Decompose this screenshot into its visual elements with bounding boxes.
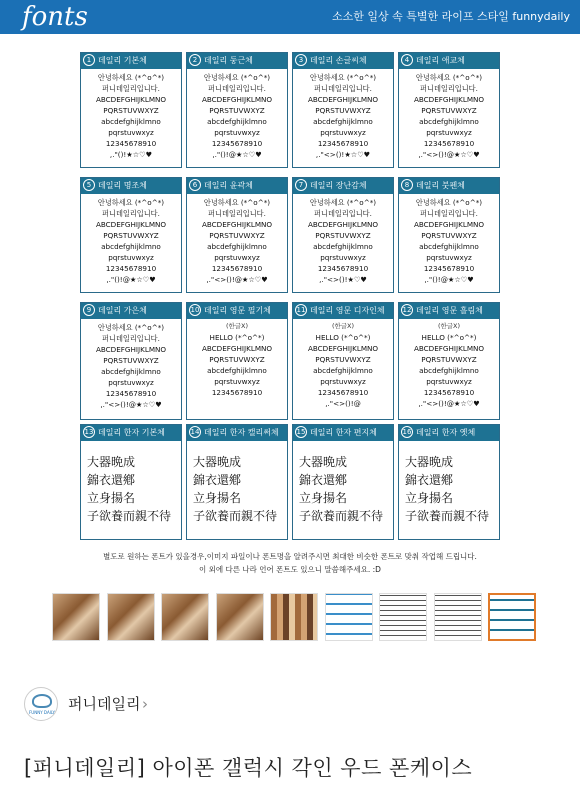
font-sample-line: (한글X) xyxy=(437,322,461,330)
font-sample-line: 안녕하세요 (*^o^*) xyxy=(97,73,165,82)
font-sample-line: 퍼니데일리입니다. xyxy=(208,209,266,218)
font-sample-line: 立身揚名 xyxy=(193,491,242,505)
font-card-number: 4 xyxy=(401,54,413,66)
font-card-number: 6 xyxy=(189,179,201,191)
font-card-10 xyxy=(186,302,288,420)
font-card-14 xyxy=(186,424,288,540)
font-card-number: 3 xyxy=(295,54,307,66)
font-card-9 xyxy=(80,302,182,420)
font-card-name: 데일리 붓펜체 xyxy=(416,181,465,190)
product-thumbnail-5[interactable] xyxy=(270,593,318,641)
font-sample-line: pqrstuvwxyz xyxy=(108,253,154,262)
font-card-number: 9 xyxy=(83,304,95,316)
font-sample-line: 안녕하세요 (*^o^*) xyxy=(309,73,377,82)
chevron-right-icon[interactable]: › xyxy=(142,695,148,713)
font-sample-line: abcdefghijklmno xyxy=(313,117,373,126)
font-card-header xyxy=(293,178,393,194)
font-sample-line: 안녕하세요 (*^o^*) xyxy=(415,198,483,207)
font-sample-line: ,."<>()!@★☆♡♥ xyxy=(206,275,268,284)
font-sample-line: ,."<>()!@ xyxy=(325,399,361,408)
font-sample-line: pqrstuvwxyz xyxy=(426,128,472,137)
font-sample-line: ABCDEFGHIJKLMNO xyxy=(201,95,273,104)
font-card-header xyxy=(187,178,287,194)
font-card-8 xyxy=(398,177,500,293)
seller-avatar[interactable] xyxy=(24,687,58,721)
font-sample-line: 大器晩成 xyxy=(405,455,454,469)
font-sample-line: pqrstuvwxyz xyxy=(320,253,366,262)
font-sample-line: 안녕하세요 (*^o^*) xyxy=(309,198,377,207)
font-sample-line: PQRSTUVWXYZ xyxy=(209,106,265,115)
font-sample-line: ,."<>()!@★☆♡♥ xyxy=(418,150,480,159)
product-thumbnail-2[interactable] xyxy=(107,593,155,641)
font-sample-line: 안녕하세요 (*^o^*) xyxy=(203,198,271,207)
font-card-name: 데일리 한자 옛체 xyxy=(416,428,476,437)
font-card-15 xyxy=(292,424,394,540)
font-card-name: 데일리 영문 필기체 xyxy=(204,306,271,315)
font-sample-line: 子欲養而親不待 xyxy=(193,509,278,523)
font-sample-line: HELLO (*^o^*) xyxy=(209,333,265,342)
font-sample-line: pqrstuvwxyz xyxy=(108,128,154,137)
font-sample-line: 퍼니데일리입니다. xyxy=(102,84,160,93)
font-sample-line: PQRSTUVWXYZ xyxy=(315,231,371,240)
font-card-number: 8 xyxy=(401,179,413,191)
font-sample-line: 子欲養而親不待 xyxy=(405,509,490,523)
font-sample-line: 12345678910 xyxy=(317,388,369,397)
font-card-header xyxy=(187,53,287,69)
font-card-header xyxy=(187,425,287,441)
product-thumbnail-3[interactable] xyxy=(161,593,209,641)
font-sample-line: 大器晩成 xyxy=(193,455,242,469)
font-sample-line: 12345678910 xyxy=(211,388,263,397)
font-card-sample xyxy=(293,69,393,163)
font-sample-line: PQRSTUVWXYZ xyxy=(315,106,371,115)
font-card-number: 12 xyxy=(402,306,412,314)
font-card-number: 2 xyxy=(189,54,201,66)
font-card-sample xyxy=(81,441,181,537)
font-sample-line: 錦衣還鄕 xyxy=(405,473,454,487)
font-card-sample xyxy=(187,194,287,288)
font-sample-line: 12345678910 xyxy=(423,388,475,397)
font-sample-line: (한글X) xyxy=(331,322,355,330)
font-card-name: 데일리 한자 편지체 xyxy=(310,428,377,437)
font-sample-line: 大器晩成 xyxy=(299,455,348,469)
font-sample-line: 12345678910 xyxy=(423,139,475,148)
font-sample-line: 12345678910 xyxy=(211,139,263,148)
avatar-logo-icon xyxy=(32,694,52,708)
brand-tagline: 소소한 일상 속 특별한 라이프 스타일 funnydaily xyxy=(331,10,570,23)
font-card-1 xyxy=(80,52,182,168)
font-sample-line: 퍼니데일리입니다. xyxy=(208,84,266,93)
seller-name[interactable]: 퍼니데일리 xyxy=(68,695,141,713)
font-sample-line: 12345678910 xyxy=(211,264,263,273)
font-sample-line: 錦衣還鄕 xyxy=(87,473,136,487)
font-sample-line: abcdefghijklmno xyxy=(101,367,161,376)
font-sample-line: ,."()!@★☆♡♥ xyxy=(424,275,474,284)
font-card-name: 데일리 명조체 xyxy=(98,181,147,190)
font-card-name: 데일리 애교체 xyxy=(416,56,465,65)
avatar-text: FUNNY DAILY xyxy=(29,710,55,715)
font-sample-line: 안녕하세요 (*^o^*) xyxy=(415,73,483,82)
font-sample-line: ABCDEFGHIJKLMNO xyxy=(201,344,273,353)
font-sample-line: ABCDEFGHIJKLMNO xyxy=(307,344,379,353)
product-thumbnail-4[interactable] xyxy=(216,593,264,641)
font-card-number: 13 xyxy=(84,428,94,436)
font-sample-line: 퍼니데일리입니다. xyxy=(420,84,478,93)
font-card-13 xyxy=(80,424,182,540)
font-sample-line: pqrstuvwxyz xyxy=(320,128,366,137)
thumbnail-strip xyxy=(52,593,542,641)
font-card-name: 데일리 영문 디자인체 xyxy=(310,306,385,315)
font-card-12 xyxy=(398,302,500,420)
font-sample-line: 錦衣還鄕 xyxy=(299,473,348,487)
font-sample-line: pqrstuvwxyz xyxy=(320,377,366,386)
font-card-header xyxy=(187,303,287,319)
font-sample-line: 立身揚名 xyxy=(87,491,136,505)
font-card-number: 14 xyxy=(190,428,200,436)
font-card-header xyxy=(399,178,499,194)
font-sample-line: ABCDEFGHIJKLMNO xyxy=(413,95,485,104)
font-card-sample xyxy=(293,319,393,412)
font-card-header xyxy=(81,178,181,194)
font-card-header xyxy=(399,303,499,319)
font-sample-line: ABCDEFGHIJKLMNO xyxy=(413,220,485,229)
product-thumbnail-6[interactable] xyxy=(325,593,373,641)
font-card-number: 5 xyxy=(83,179,95,191)
font-card-16 xyxy=(398,424,500,540)
font-sample-line: pqrstuvwxyz xyxy=(426,253,472,262)
font-card-number: 7 xyxy=(295,179,307,191)
font-card-header xyxy=(81,425,181,441)
font-sample-line: abcdefghijklmno xyxy=(419,366,479,375)
font-card-11 xyxy=(292,302,394,420)
product-thumbnail-1[interactable] xyxy=(52,593,100,641)
font-sample-line: ABCDEFGHIJKLMNO xyxy=(95,95,167,104)
font-sample-line: 퍼니데일리입니다. xyxy=(314,209,372,218)
font-sample-line: PQRSTUVWXYZ xyxy=(103,106,159,115)
notice-line-2: 이 외에 다른 나라 언어 폰트도 있으니 말씀해주세요. :D xyxy=(199,565,381,574)
font-sample-line: 안녕하세요 (*^o^*) xyxy=(97,198,165,207)
font-card-number: 11 xyxy=(296,306,306,314)
font-sample-line: ,."<>()!@★☆♡♥ xyxy=(418,399,480,408)
font-card-header xyxy=(81,53,181,69)
font-card-name: 데일리 영문 흘림체 xyxy=(416,306,483,315)
product-title: [퍼니데일리] 아이폰 갤럭시 각인 우드 폰케이스 xyxy=(24,756,473,780)
font-card-3 xyxy=(292,52,394,168)
font-sample-line: 12345678910 xyxy=(105,389,157,398)
brand-banner xyxy=(0,0,580,34)
font-sample-line: PQRSTUVWXYZ xyxy=(209,231,265,240)
font-sample-line: 12345678910 xyxy=(423,264,475,273)
font-sample-line: ABCDEFGHIJKLMNO xyxy=(413,344,485,353)
font-sample-line: abcdefghijklmno xyxy=(419,117,479,126)
font-sample-line: PQRSTUVWXYZ xyxy=(209,355,265,364)
font-card-header xyxy=(293,53,393,69)
font-card-sample xyxy=(293,194,393,288)
font-sample-line: ,."<>()!★☆♡♥ xyxy=(315,150,371,159)
font-sample-line: PQRSTUVWXYZ xyxy=(103,231,159,240)
font-sample-line: 안녕하세요 (*^o^*) xyxy=(203,73,271,82)
font-sample-line: 立身揚名 xyxy=(405,491,454,505)
font-card-sample xyxy=(81,319,181,413)
font-sample-line: 立身揚名 xyxy=(299,491,348,505)
font-sample-line: pqrstuvwxyz xyxy=(214,128,260,137)
font-sample-line: 錦衣還鄕 xyxy=(193,473,242,487)
font-card-header xyxy=(293,303,393,319)
font-sample-line: abcdefghijklmno xyxy=(101,242,161,251)
font-sample-line: (한글X) xyxy=(225,322,249,330)
font-sample-line: ABCDEFGHIJKLMNO xyxy=(307,220,379,229)
font-sample-line: HELLO (*^o^*) xyxy=(421,333,477,342)
font-sample-line: ABCDEFGHIJKLMNO xyxy=(307,95,379,104)
font-sample-line: PQRSTUVWXYZ xyxy=(103,356,159,365)
font-card-sample xyxy=(81,69,181,163)
font-notice xyxy=(0,550,580,576)
font-card-sample xyxy=(399,319,499,412)
font-sample-line: ,."()!@★☆♡♥ xyxy=(212,150,262,159)
font-sample-line: 12345678910 xyxy=(317,139,369,148)
font-sample-line: 12345678910 xyxy=(105,264,157,273)
font-sample-line: 子欲養而親不待 xyxy=(299,509,384,523)
font-sample-line: HELLO (*^o^*) xyxy=(315,333,371,342)
font-card-number: 15 xyxy=(296,428,306,436)
font-card-sample xyxy=(399,69,499,163)
font-card-sample xyxy=(187,441,287,537)
brand-logo: fonts xyxy=(22,2,88,32)
font-sample-line: 12345678910 xyxy=(105,139,157,148)
font-sample-line: PQRSTUVWXYZ xyxy=(421,106,477,115)
font-card-sample xyxy=(187,319,287,401)
font-sample-line: abcdefghijklmno xyxy=(313,366,373,375)
notice-line-1: 별도로 원하는 폰트가 있을경우,이미지 파일이나 폰트명을 알려주시면 최대한 비슷한 폰트로 맞춰 작업해 드립니다. xyxy=(103,552,477,561)
font-sample-line: 퍼니데일리입니다. xyxy=(102,209,160,218)
font-card-number: 10 xyxy=(190,306,200,314)
font-sample-line: ABCDEFGHIJKLMNO xyxy=(95,220,167,229)
font-card-sample xyxy=(293,441,393,537)
product-thumbnail-8[interactable] xyxy=(434,593,482,641)
font-card-name: 데일리 기본체 xyxy=(98,56,147,65)
font-card-header xyxy=(399,53,499,69)
font-sample-line: pqrstuvwxyz xyxy=(108,378,154,387)
font-card-7 xyxy=(292,177,394,293)
font-sample-line: pqrstuvwxyz xyxy=(214,253,260,262)
font-card-name: 데일리 가은체 xyxy=(98,306,147,315)
font-sample-line: pqrstuvwxyz xyxy=(426,377,472,386)
font-sample-line: ,."<>()!★♡♥ xyxy=(319,275,367,284)
font-card-name: 데일리 한자 기본체 xyxy=(98,428,165,437)
font-sample-line: abcdefghijklmno xyxy=(313,242,373,251)
font-sample-line: 퍼니데일리입니다. xyxy=(420,209,478,218)
font-sample-line: 퍼니데일리입니다. xyxy=(314,84,372,93)
font-sample-line: ,."<>()!@★☆♡♥ xyxy=(100,400,162,409)
font-card-name: 데일리 윤곽체 xyxy=(204,181,253,190)
font-card-number: 1 xyxy=(83,54,95,66)
font-sample-line: PQRSTUVWXYZ xyxy=(421,355,477,364)
font-sample-line: abcdefghijklmno xyxy=(207,117,267,126)
product-thumbnail-7[interactable] xyxy=(379,593,427,641)
font-sample-line: 子欲養而親不待 xyxy=(87,509,172,523)
font-sample-line: ABCDEFGHIJKLMNO xyxy=(95,345,167,354)
font-card-number: 16 xyxy=(402,428,412,436)
font-card-sample xyxy=(187,69,287,163)
font-sample-line: abcdefghijklmno xyxy=(207,242,267,251)
font-card-header xyxy=(399,425,499,441)
product-thumbnail-9[interactable] xyxy=(488,593,536,641)
font-sample-line: pqrstuvwxyz xyxy=(214,377,260,386)
font-card-name: 데일리 둥근체 xyxy=(204,56,253,65)
font-card-sample xyxy=(81,194,181,288)
font-card-header xyxy=(293,425,393,441)
font-card-sample xyxy=(399,194,499,288)
font-card-6 xyxy=(186,177,288,293)
font-sample-line: abcdefghijklmno xyxy=(101,117,161,126)
font-sample-line: ABCDEFGHIJKLMNO xyxy=(201,220,273,229)
font-card-header xyxy=(81,303,181,319)
font-card-name: 데일리 장난감체 xyxy=(310,181,367,190)
font-sample-line: 大器晩成 xyxy=(87,455,136,469)
font-sample-line: 안녕하세요 (*^o^*) xyxy=(97,323,165,332)
font-sample-line: abcdefghijklmno xyxy=(419,242,479,251)
font-sample-line: PQRSTUVWXYZ xyxy=(315,355,371,364)
font-card-name: 데일리 손글씨체 xyxy=(310,56,367,65)
font-sample-line: PQRSTUVWXYZ xyxy=(421,231,477,240)
font-card-name: 데일리 한자 캘리써체 xyxy=(204,428,279,437)
font-card-2 xyxy=(186,52,288,168)
font-card-sample xyxy=(399,441,499,537)
font-sample-line: ,."()!★☆♡♥ xyxy=(109,150,153,159)
font-sample-line: ,."()!@★☆♡♥ xyxy=(106,275,156,284)
font-card-5 xyxy=(80,177,182,293)
font-card-4 xyxy=(398,52,500,168)
font-sample-line: 퍼니데일리입니다. xyxy=(102,334,160,343)
font-sample-line: 12345678910 xyxy=(317,264,369,273)
font-sample-line: abcdefghijklmno xyxy=(207,366,267,375)
